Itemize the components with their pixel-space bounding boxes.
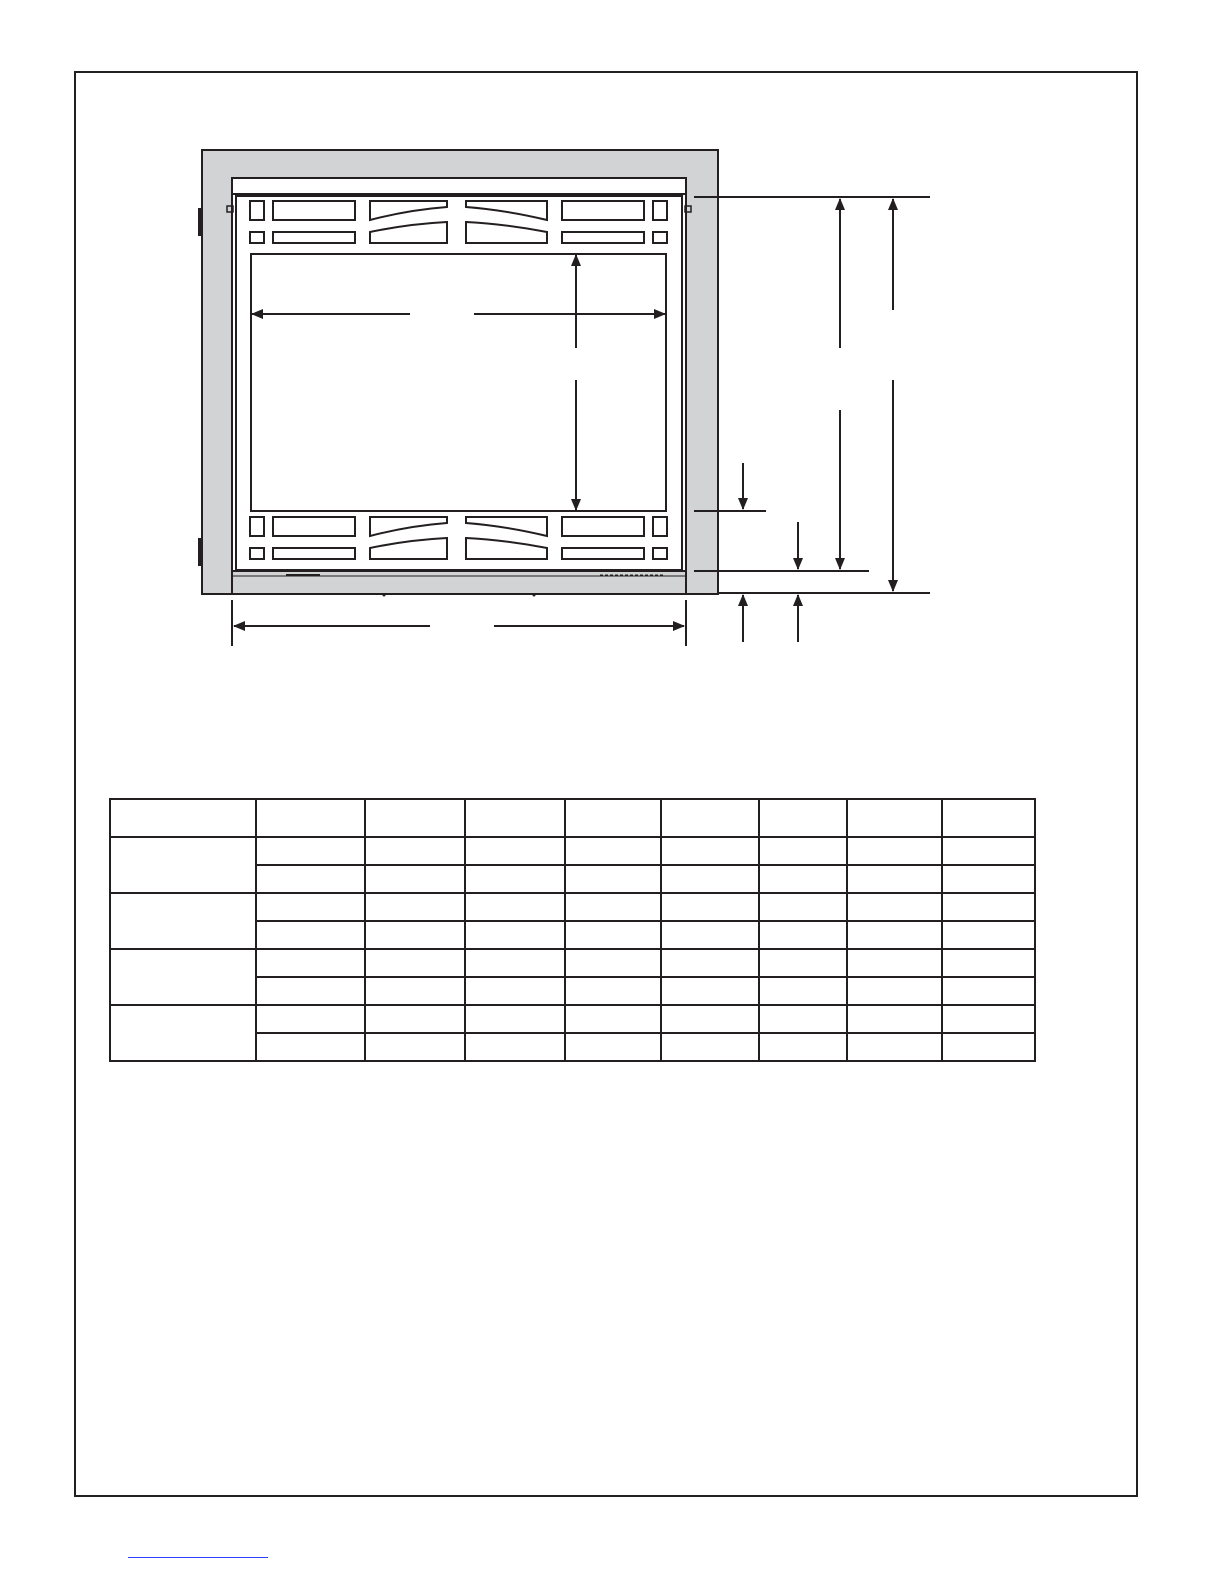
table-row <box>110 1005 1035 1033</box>
table-cell <box>465 977 565 1005</box>
table-cell <box>365 921 465 949</box>
table-row <box>110 837 1035 865</box>
table-cell <box>847 977 942 1005</box>
table-cell <box>565 977 661 1005</box>
table-header-cell <box>661 799 759 837</box>
table-cell <box>256 949 365 977</box>
table-header-cell <box>256 799 365 837</box>
table-cell <box>256 921 365 949</box>
table-row <box>110 893 1035 921</box>
table-header-cell <box>942 799 1035 837</box>
table-header-cell <box>465 799 565 837</box>
table-cell <box>365 865 465 893</box>
table-header-row <box>110 799 1035 837</box>
table-cell <box>759 893 847 921</box>
dimension-table <box>109 798 1036 1062</box>
table-header-cell <box>110 799 256 837</box>
table-header-cell <box>565 799 661 837</box>
table-cell <box>942 865 1035 893</box>
table-cell <box>759 921 847 949</box>
table-cell <box>661 865 759 893</box>
table-cell <box>847 921 942 949</box>
table-cell <box>661 977 759 1005</box>
table-cell <box>942 977 1035 1005</box>
model-group-cell <box>110 893 256 949</box>
table-cell <box>565 949 661 977</box>
table-cell <box>256 977 365 1005</box>
table-cell <box>565 921 661 949</box>
table-cell <box>365 1005 465 1033</box>
table-cell <box>661 837 759 865</box>
table-cell <box>942 1005 1035 1033</box>
table-cell <box>759 949 847 977</box>
table-cell <box>759 865 847 893</box>
table-cell <box>847 865 942 893</box>
table-cell <box>847 893 942 921</box>
viewing-area <box>251 254 666 511</box>
table-cell <box>661 1005 759 1033</box>
table-header-cell <box>847 799 942 837</box>
table-cell <box>256 865 365 893</box>
table-cell <box>365 893 465 921</box>
table-cell <box>465 921 565 949</box>
model-group-cell <box>110 837 256 893</box>
table-cell <box>565 893 661 921</box>
table-cell <box>365 837 465 865</box>
table-cell <box>465 837 565 865</box>
table-cell <box>847 949 942 977</box>
table-cell <box>759 1033 847 1061</box>
table-cell <box>661 949 759 977</box>
table-cell <box>465 865 565 893</box>
table-header-cell <box>365 799 465 837</box>
table-cell <box>847 837 942 865</box>
table-cell <box>256 837 365 865</box>
table-cell <box>565 1005 661 1033</box>
top-trim <box>232 178 686 194</box>
table-cell <box>256 1005 365 1033</box>
table-cell <box>465 893 565 921</box>
table-cell <box>661 1033 759 1061</box>
table-row <box>110 949 1035 977</box>
model-group-cell <box>110 949 256 1005</box>
table-cell <box>661 921 759 949</box>
table-cell <box>942 921 1035 949</box>
table-cell <box>759 837 847 865</box>
table-cell <box>365 949 465 977</box>
table-header-cell <box>759 799 847 837</box>
table-cell <box>942 893 1035 921</box>
table-cell <box>565 837 661 865</box>
table-cell <box>365 1033 465 1061</box>
table-cell <box>365 977 465 1005</box>
table-cell <box>942 1033 1035 1061</box>
table-cell <box>661 893 759 921</box>
table-cell <box>759 977 847 1005</box>
table-cell <box>256 1033 365 1061</box>
table-cell <box>256 893 365 921</box>
model-group-cell <box>110 1005 256 1061</box>
table-cell <box>847 1033 942 1061</box>
table-cell <box>942 837 1035 865</box>
table-cell <box>759 1005 847 1033</box>
table-cell <box>465 1005 565 1033</box>
fireplace-dimension-diagram <box>0 0 1225 700</box>
table-cell <box>465 1033 565 1061</box>
table-cell <box>565 865 661 893</box>
table-cell <box>465 949 565 977</box>
footer-link[interactable] <box>128 1557 268 1558</box>
table-cell <box>942 949 1035 977</box>
table-cell <box>565 1033 661 1061</box>
table-cell <box>847 1005 942 1033</box>
